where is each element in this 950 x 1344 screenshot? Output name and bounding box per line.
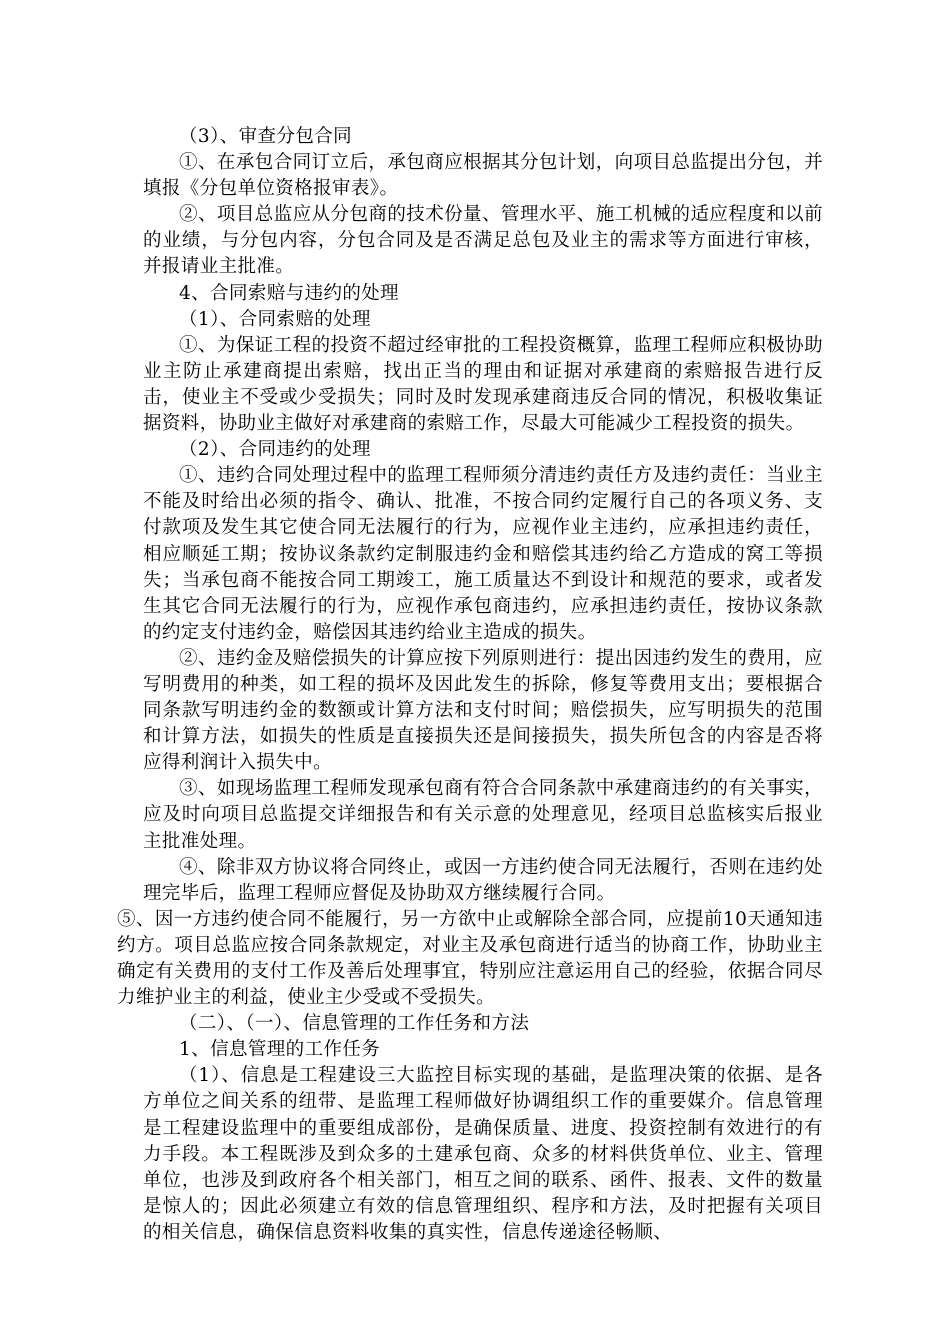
heading-claims-handling: （1）、合同索赔的处理 xyxy=(179,308,371,330)
paragraph: ⑤、因一方违约使合同不能履行，另一方欲中止或解除全部合同，应提前10天通知违约方。项目总监应按合同条款规定，对业主及承包商进行适当的协商工作，协助业主确定有关费用的支付工作及善后处理事宜，特别应注意运用自己的经验，依据合同尽力维护业主的利益，使业主少受或不受损失。 xyxy=(117,908,823,1009)
document-page xyxy=(117,124,823,1246)
paragraph: ①、违约合同处理过程中的监理工程师须分清违约责任方及违约责任：当业主不能及时给出必须的指令、确认、批准，不按合同约定履行自己的各项义务、支付款项及发生其它使合同无法履行的行为，应视作业主违约，应承担违约责任，相应顺延工期；按协议条款约定制服违约金和赔偿其违约给乙方造成的窝工等损失；当承包商不能按合同工期竣工，施工质量达不到设计和规范的要求，或者发生其它合同无法履行的行为，应视作承包商违约，应承担违约责任，按协议条款的约定支付违约金，赔偿因其违约给业主造成的损失。 xyxy=(143,465,823,643)
paragraph: ②、违约金及赔偿损失的计算应按下列原则进行：提出因违约发生的费用，应写明费用的种类，如工程的损坏及因此发生的拆除，修复等费用支出；要根据合同条款写明违约金的数额或计算方法和支付时间；赔偿损失，应写明损失的范围和计算方法，如损失的性质是直接损失还是间接损失，损失所包含的内容是否将应得利润计入损失中。 xyxy=(143,647,823,774)
paragraph: ①、在承包合同订立后，承包商应根据其分包计划，向项目总监提出分包，并填报《分包单位资格报审表》。 xyxy=(143,152,823,200)
paragraph: ④、除非双方协议将合同终止，或因一方违约使合同无法履行，否则在违约处理完毕后，监理工程师应督促及协助双方继续履行合同。 xyxy=(143,856,823,904)
paragraph: （1）、信息是工程建设三大监控目标实现的基础，是监理决策的依据、是各方单位之间关系的纽带、是监理工程师做好协调组织工作的重要媒介。信息管理是工程建设监理中的重要组成部份，是确保质量、进度、投资控制有效进行的有力手段。本工程既涉及到众多的土建承包商、众多的材料供货单位、业主、管理单位，也涉及到政府各个相关部门，相互之间的联系、函件、报表、文件的数量是惊人的；因此必须建立有效的信息管理组织、程序和方法，及时把握有关项目的相关信息，确保信息资料收集的真实性，信息传递途径畅顺、 xyxy=(143,1065,823,1243)
paragraph: ③、如现场监理工程师发现承包商有符合合同条款中承建商违约的有关事实，应及时向项目总监提交详细报告和有关示意的处理意见，经项目总监核实后报业主批准处理。 xyxy=(143,778,823,852)
heading-claims-and-breach: 4、合同索赔与违约的处理 xyxy=(179,282,400,304)
heading-breach-handling: （2）、合同违约的处理 xyxy=(179,439,371,461)
heading-subcontract-review: （3）、审查分包合同 xyxy=(179,126,353,147)
heading-information-management: （二）、（一）、信息管理的工作任务和方法 xyxy=(179,1013,530,1035)
heading-information-tasks: 1、信息管理的工作任务 xyxy=(179,1039,381,1061)
paragraph: ②、项目总监应从分包商的技术份量、管理水平、施工机械的适应程度和以前的业绩，与分包内容，分包合同及是否满足总包及业主的需求等方面进行审核，并报请业主批准。 xyxy=(143,204,823,278)
paragraph: ①、为保证工程的投资不超过经审批的工程投资概算，监理工程师应积极协助业主防止承建商提出索赔，找出正当的理由和证据对承建商的索赔报告进行反击，使业主不受或少受损失；同时及时发现承建商违反合同的情况，积极收集证据资料，协助业主做好对承建商的索赔工作，尽最大可能减少工程投资的损失。 xyxy=(143,334,823,435)
